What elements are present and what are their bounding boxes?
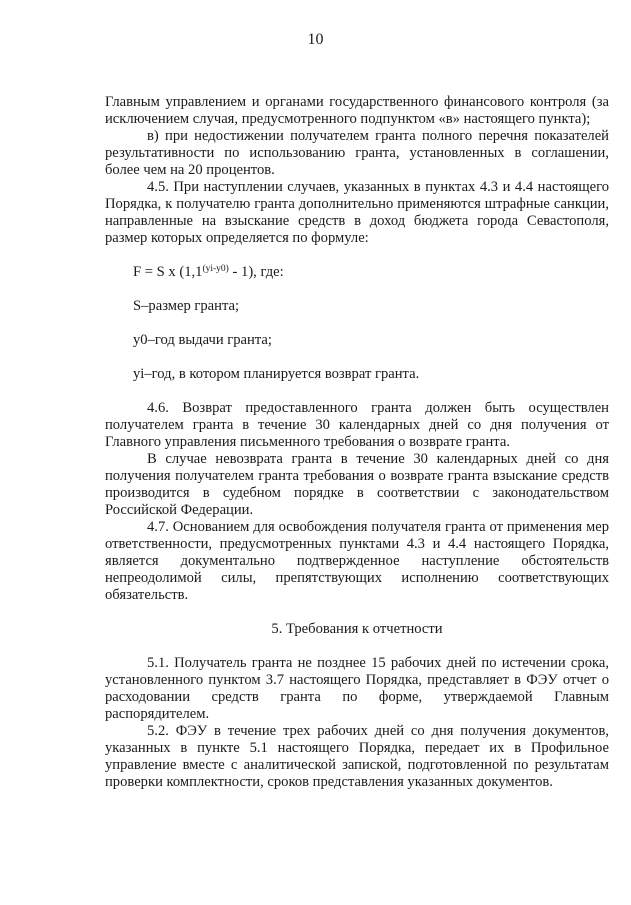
formula-lhs: F = S x (1,1 (133, 264, 203, 280)
paragraph-4-5: 4.5. При наступлении случаев, указанных в пунктах 4.3 и 4.4 настоящего Порядка, к получателю гранта дополнительно применяются штрафные санкции, направленные на взыскание средств в доход бюджета города Севастополя, размер которых определяется по формуле: (105, 179, 609, 246)
definition-yi: yi–год, в котором планируется возврат гранта. (133, 366, 420, 382)
page-number: 10 (307, 31, 324, 48)
paragraph-4-7: 4.7. Основанием для освобождения получателя гранта от применения мер ответственности, предусмотренных пунктами 4.3 и 4.4 настоящего Порядка, является документально подтвержденное наступление обстоятельств непреодолимой силы, препятствующих исполнению соответствующих обязательств. (105, 519, 609, 603)
paragraph-continuation: Главным управлением и органами государственного финансового контроля (за исключением случая, предусмотренного подпунктом «в» настоящего пункта); (105, 94, 609, 127)
paragraph-5-2: 5.2. ФЭУ в течение трех рабочих дней со дня получения документов, указанных в пункте 5.1 настоящего Порядка, передает их в Профильное управление вместе с аналитической запиской, подготовленной по результатам проверки комплектности, сроков представления указанных документов. (105, 723, 609, 790)
paragraph-subitem-v: в) при недостижении получателем гранта полного перечня показателей результативности по использованию гранта, установленных в соглашении, более чем на 20 процентов. (105, 128, 609, 178)
definition-y0: y0–год выдачи гранта; (133, 332, 272, 348)
formula-rhs: - 1), где: (228, 264, 284, 280)
paragraph-5-1: 5.1. Получатель гранта не позднее 15 рабочих дней по истечении срока, установленного пунктом 3.7 настоящего Порядка, представляет в ФЭУ отчет о расходовании средств гранта по форме, утверждаемой Главным распорядителем. (105, 655, 609, 722)
paragraph-non-return: В случае невозврата гранта в течение 30 календарных дней со дня получения получателем гранта требования о возврате гранта взыскание средств производится в судебном порядке в соответствии с законодательством Российской Федерации. (105, 451, 609, 518)
document-body (105, 94, 609, 791)
definition-s: S–размер гранта; (133, 298, 240, 314)
section-title-reporting: 5. Требования к отчетности (271, 621, 443, 637)
penalty-formula (133, 264, 609, 281)
paragraph-4-6: 4.6. Возврат предоставленного гранта должен быть осуществлен получателем гранта в течение 30 календарных дней со дня получения от Главного управления письменного требования о возврате гранта. (105, 400, 609, 450)
formula-exponent: (yi-y0) (202, 264, 229, 274)
